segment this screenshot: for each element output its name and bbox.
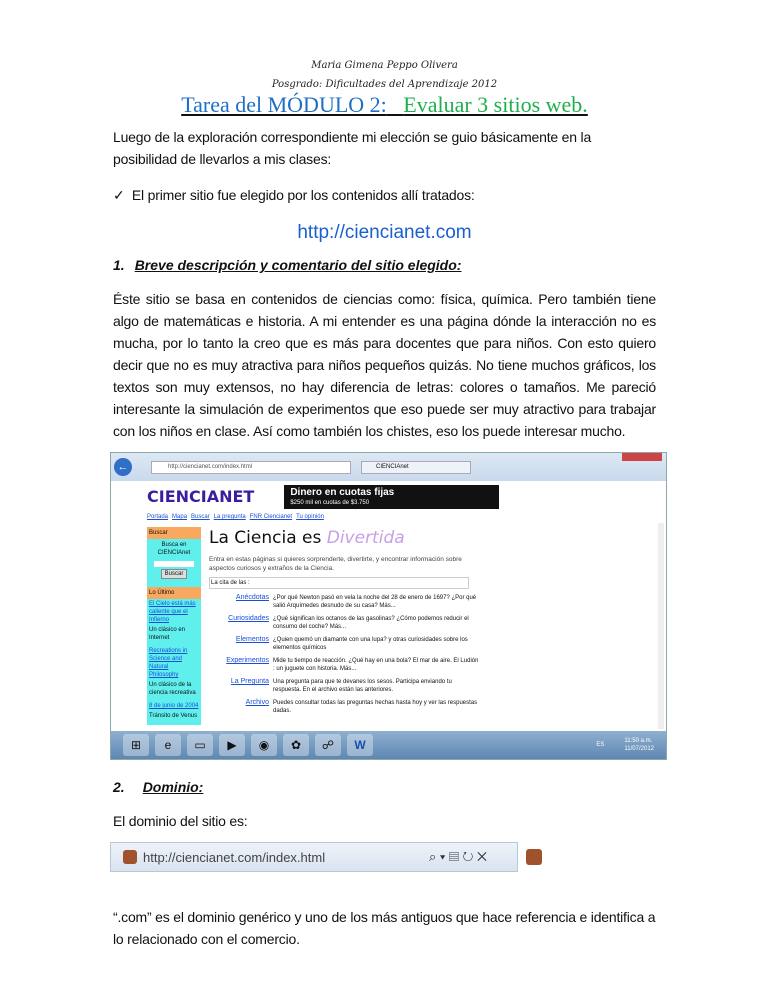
section-desc: Una pregunta para que te devanes los sesos. Participa enviando tu respuesta. En el archivo están las anteriores. — [273, 679, 452, 693]
start-icon[interactable]: ⊞ — [123, 734, 149, 756]
sidebar-text: Tránsito de Venus — [149, 713, 198, 719]
media-icon[interactable]: ▶ — [219, 734, 245, 756]
language-indicator[interactable]: ES — [596, 742, 605, 748]
browser-tab[interactable]: CIENCIAnet — [361, 461, 471, 474]
paint-icon[interactable]: ✿ — [283, 734, 309, 756]
section-link[interactable]: Anécdotas — [235, 594, 269, 601]
bullet-item — [113, 184, 656, 206]
sidebar-text: Un clásico en Internet — [149, 627, 186, 641]
section-desc: Puedes consultar todas las preguntas hechas hasta hoy y ver las respuestas dadas. — [273, 700, 478, 714]
main-content — [209, 527, 652, 725]
section2-body: “.com” es el dominio genérico y uno de los más antiguos que hace referencia e identifica a lo relacionado con el comercio. — [113, 909, 656, 947]
taskbar — [111, 731, 666, 759]
section2-heading — [113, 776, 656, 798]
site-favicon — [123, 850, 137, 864]
document-title — [113, 92, 656, 118]
address-bar-icons: ⌕ ▾ ▤ ↻ ✕ — [429, 849, 487, 864]
header-course: Posgrado: Dificultades del Aprendizaje 2012 — [271, 79, 498, 90]
section-link[interactable]: Experimentos — [226, 657, 269, 664]
sidebar-link[interactable]: El Cielo está más caliente que el Infierno — [149, 601, 196, 623]
search-input[interactable] — [154, 561, 194, 567]
section-title: Dominio: — [142, 779, 204, 795]
browser-toolbar — [111, 453, 666, 481]
site-banner — [111, 481, 666, 511]
section-desc: ¿Quien quemó un diamante con una lupa? y otras curiosidades sobre los elementos químicos — [273, 637, 468, 651]
window-controls[interactable] — [622, 453, 662, 461]
section1-body: Éste sitio se basa en contenidos de ciencias como: física, química. Pero también tiene algo de matemáticas e historia. A mi entender es una página dónde la interacción no es mucha, por lo tanto la creo que es más para docentes que para niños. Con esto quiero decir que no es muy atractiva para niños pequeños quizás. No tiene muchos gráficos, los textos son muy extensos, no hay diferencia de letras: colores o tamaños. Me pareció interesante la simulación de experimentos que eso puede ser muy atractivo para trabajar con los niños en clase. Así como también los chistes, eso los puede interesar mucho. — [113, 291, 656, 439]
sidebar-text: Un clásico de la ciencia recreativa — [149, 682, 196, 696]
sidebar-heading: Lo Último — [147, 587, 201, 599]
title-part1: Tarea del MÓDULO 2: — [181, 92, 387, 117]
section-title: Breve descripción y comentario del sitio elegido: — [134, 257, 462, 273]
ad-banner[interactable] — [284, 485, 499, 509]
address-bar-screenshot — [110, 842, 518, 872]
sidebar-link[interactable]: 8 de junio de 2004 — [149, 703, 199, 709]
clock-date: 11/07/2012 — [624, 746, 654, 752]
search-button[interactable]: Buscar — [161, 569, 187, 579]
section-number: 2. — [113, 779, 125, 795]
folder-icon[interactable]: ▭ — [187, 734, 213, 756]
search-label: Busca en CIENCIAnet — [157, 542, 191, 556]
hero-heading-text: La Ciencia es — [209, 528, 322, 548]
nav-link[interactable]: FNR Ciencianet — [249, 514, 293, 520]
checkmark-icon: ✓ — [113, 187, 125, 203]
nav-link[interactable]: Tu opinión — [296, 514, 324, 520]
section-list — [209, 594, 479, 715]
sidebar-link[interactable]: Recreations in Science and Natural Philosophy — [149, 648, 188, 678]
section-link[interactable]: La Pregunta — [230, 678, 269, 685]
back-icon[interactable]: ← — [114, 458, 132, 476]
app-icon[interactable]: ◉ — [251, 734, 277, 756]
section-link[interactable]: Curiosidades — [228, 615, 269, 622]
bullet-text: El primer sitio fue elegido por los contenidos allí tratados: — [131, 187, 475, 203]
nav-link[interactable]: Portada — [147, 514, 169, 520]
sidebar — [147, 527, 201, 725]
section-number: 1. — [113, 257, 125, 273]
web-page — [111, 481, 666, 731]
network-icon[interactable]: ☍ — [315, 734, 341, 756]
site-intro: Entra en estas páginas si quieres sorprenderte, divertirte, y encontrar información sobre aspectos curiosos y extraños de la Ciencia. — [209, 556, 462, 572]
ie-icon[interactable]: e — [155, 734, 181, 756]
site-url[interactable]: http://ciencianet.com — [297, 222, 472, 243]
site-logo: CIENCIANET — [147, 487, 255, 506]
section-desc: ¿Qué significan los octanos de las gasolinas? ¿Cómo podemos reducir el consumo del coche? Más... — [273, 616, 469, 630]
nav-link[interactable]: La pregunta — [213, 514, 246, 520]
section-desc: Mide tu tiempo de reacción. ¿Qué hay en una bola? El mar de aire. El Ludión : un juguete con historia. Más... — [273, 658, 479, 672]
section2-intro: El dominio del sitio es: — [113, 813, 248, 829]
address-figure — [113, 832, 656, 872]
site-nav — [111, 511, 666, 521]
section1-heading — [113, 254, 656, 276]
sidebar-heading: Buscar — [147, 527, 201, 539]
section-desc: ¿Por qué Newton pasó en vela la noche del 28 de enero de 1697? ¿Por qué salió Arquímedes desnudo de su casa? Más... — [273, 595, 477, 609]
nav-link[interactable]: Mapa — [172, 514, 188, 520]
clock[interactable] — [624, 737, 654, 753]
browser-screenshot — [110, 452, 667, 760]
ad-subtitle: $250 mil en cuotas de $3.750 — [290, 500, 370, 506]
quote-box: La cita de las : — [209, 577, 469, 589]
tab-favicon — [526, 849, 542, 865]
hero-heading — [209, 527, 652, 549]
scrollbar[interactable] — [658, 523, 664, 729]
page-body — [111, 521, 666, 731]
intro-paragraph: Luego de la exploración correspondiente mi elección se guio básicamente en la posibilidad de llevarlos a mis clases: — [113, 129, 592, 167]
section-link[interactable]: Archivo — [245, 699, 269, 706]
nav-link[interactable]: Buscar — [191, 514, 210, 520]
address-text: http://ciencianet.com/index.html — [143, 850, 326, 865]
section-link[interactable]: Elementos — [235, 636, 269, 643]
hero-heading-colored: Divertida — [326, 528, 405, 548]
word-icon[interactable]: W — [347, 734, 373, 756]
header-author: Maria Gimena Peppo Olivera — [311, 60, 458, 71]
address-bar[interactable]: http://ciencianet.com/index.html — [151, 461, 351, 474]
title-part2: Evaluar 3 sitios web. — [403, 92, 588, 117]
ad-title: Dinero en cuotas fijas — [290, 487, 395, 498]
clock-time: 11:50 a.m. — [624, 738, 653, 744]
